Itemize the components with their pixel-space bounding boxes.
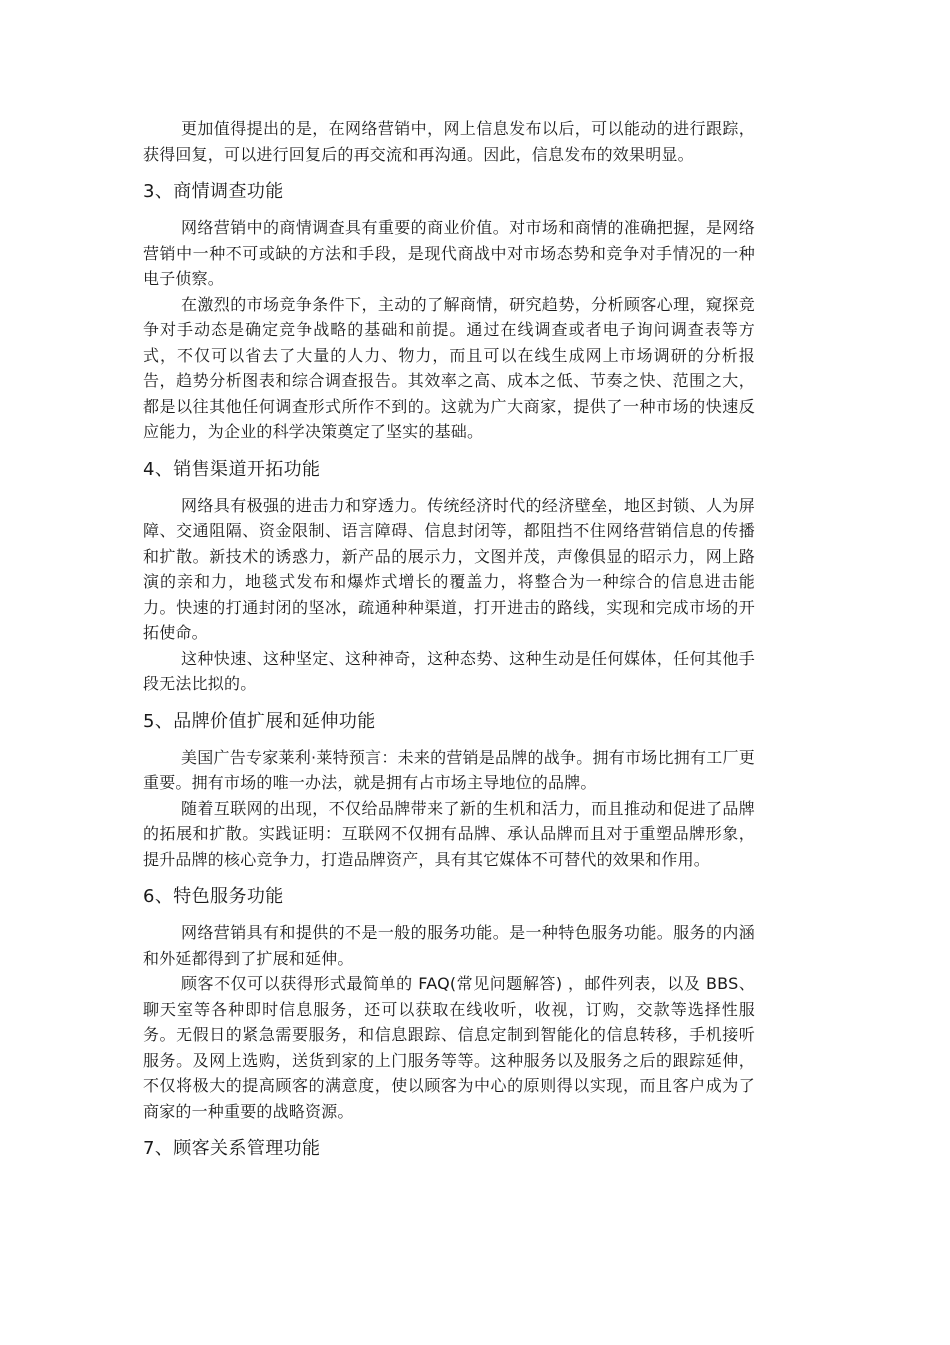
- paragraph-market-research-value: 网络营销中的商情调查具有重要的商业价值。对市场和商情的准确把握，是网络营销中一种不可或缺的方法和手段，是现代商战中对市场态势和竞争对手情况的一种电子侦察。: [143, 218, 755, 288]
- paragraph-brand-internet: 随着互联网的出现，不仅给品牌带来了新的生机和活力，而且推动和促进了品牌的拓展和扩散。实践证明：互联网不仅拥有品牌、承认品牌而且对于重塑品牌形象，提升品牌的核心竞争力，打造品牌资产，具有其它媒体不可替代的效果和作用。: [143, 798, 755, 869]
- paragraph-service-detail: 顾客不仅可以获得形式最简单的 FAQ(常见问题解答) ，邮件列表，以及 BBS、聊天室等各种即时信息服务，还可以获取在线收听，收视，订购，交款等选择性服务。无假日的紧急需要服务，和信息跟踪、信息定制到智能化的信息转移，手机接听服务。及网上选购，送货到家的上门服务等等。这种服务以及服务之后的跟踪延伸，不仅将极大的提高顾客的满意度，使以顾客为中心的原则得以实现，而且客户成为了商家的一种重要的战略资源。: [143, 974, 755, 1121]
- heading-section-3: 3、商情调查功能: [143, 181, 284, 202]
- paragraph-channel-comparison: 这种快速、这种坚定、这种神奇，这种态势、这种生动是任何媒体，任何其他手段无法比拟的。: [143, 648, 755, 693]
- heading-section-7: 7、顾客关系管理功能: [143, 1138, 321, 1159]
- heading-section-5: 5、品牌价值扩展和延伸功能: [143, 710, 376, 732]
- paragraph-channel-penetration: 网络具有极强的进击力和穿透力。传统经济时代的经济壁垒，地区封锁、人为屏障、交通阻隔、资金限制、语言障碍、信息封闭等，都阻挡不住网络营销信息的传播和扩散。新技术的诱惑力，新产品的展示力，文图并茂，声像俱显的昭示力，网上路演的亲和力，地毯式发布和爆炸式增长的覆盖力，将整合为一种综合的信息进击能力。快速的打通封闭的坚冰，疏通种种渠道，打开进击的路线，实现和完成市场的开拓使命。: [143, 495, 755, 642]
- paragraph-service-feature: 网络营销具有和提供的不是一般的服务功能。是一种特色服务功能。服务的内涵和外延都得到了扩展和延伸。: [143, 923, 755, 968]
- heading-section-6: 6、特色服务功能: [143, 886, 284, 907]
- paragraph-info-release-effect: 更加值得提出的是，在网络营销中，网上信息发布以后，可以能动的进行跟踪，获得回复，可以进行回复后的再交流和再沟通。因此，信息发布的效果明显。: [143, 119, 755, 164]
- paragraph-brand-war: 美国广告专家莱利·莱特预言：未来的营销是品牌的战争。拥有市场比拥有工厂更重要。拥有市场的唯一办法，就是拥有占市场主导地位的品牌。: [143, 747, 755, 792]
- document-body: [143, 116, 755, 1172]
- paragraph-market-research-method: 在激烈的市场竞争条件下，主动的了解商情，研究趋势，分析顾客心理，窥探竞争对手动态是确定竞争战略的基础和前提。通过在线调查或者电子询问调查表等方式，不仅可以省去了大量的人力、物力，而且可以在线生成网上市场调研的分析报告，趋势分析图表和综合调查报告。其效率之高、成本之低、节奏之快、范围之大，都是以往其他任何调查形式所作不到的。这就为广大商家，提供了一种市场的快速反应能力，为企业的科学决策奠定了坚实的基础。: [143, 294, 755, 441]
- heading-section-4: 4、销售渠道开拓功能: [143, 458, 321, 480]
